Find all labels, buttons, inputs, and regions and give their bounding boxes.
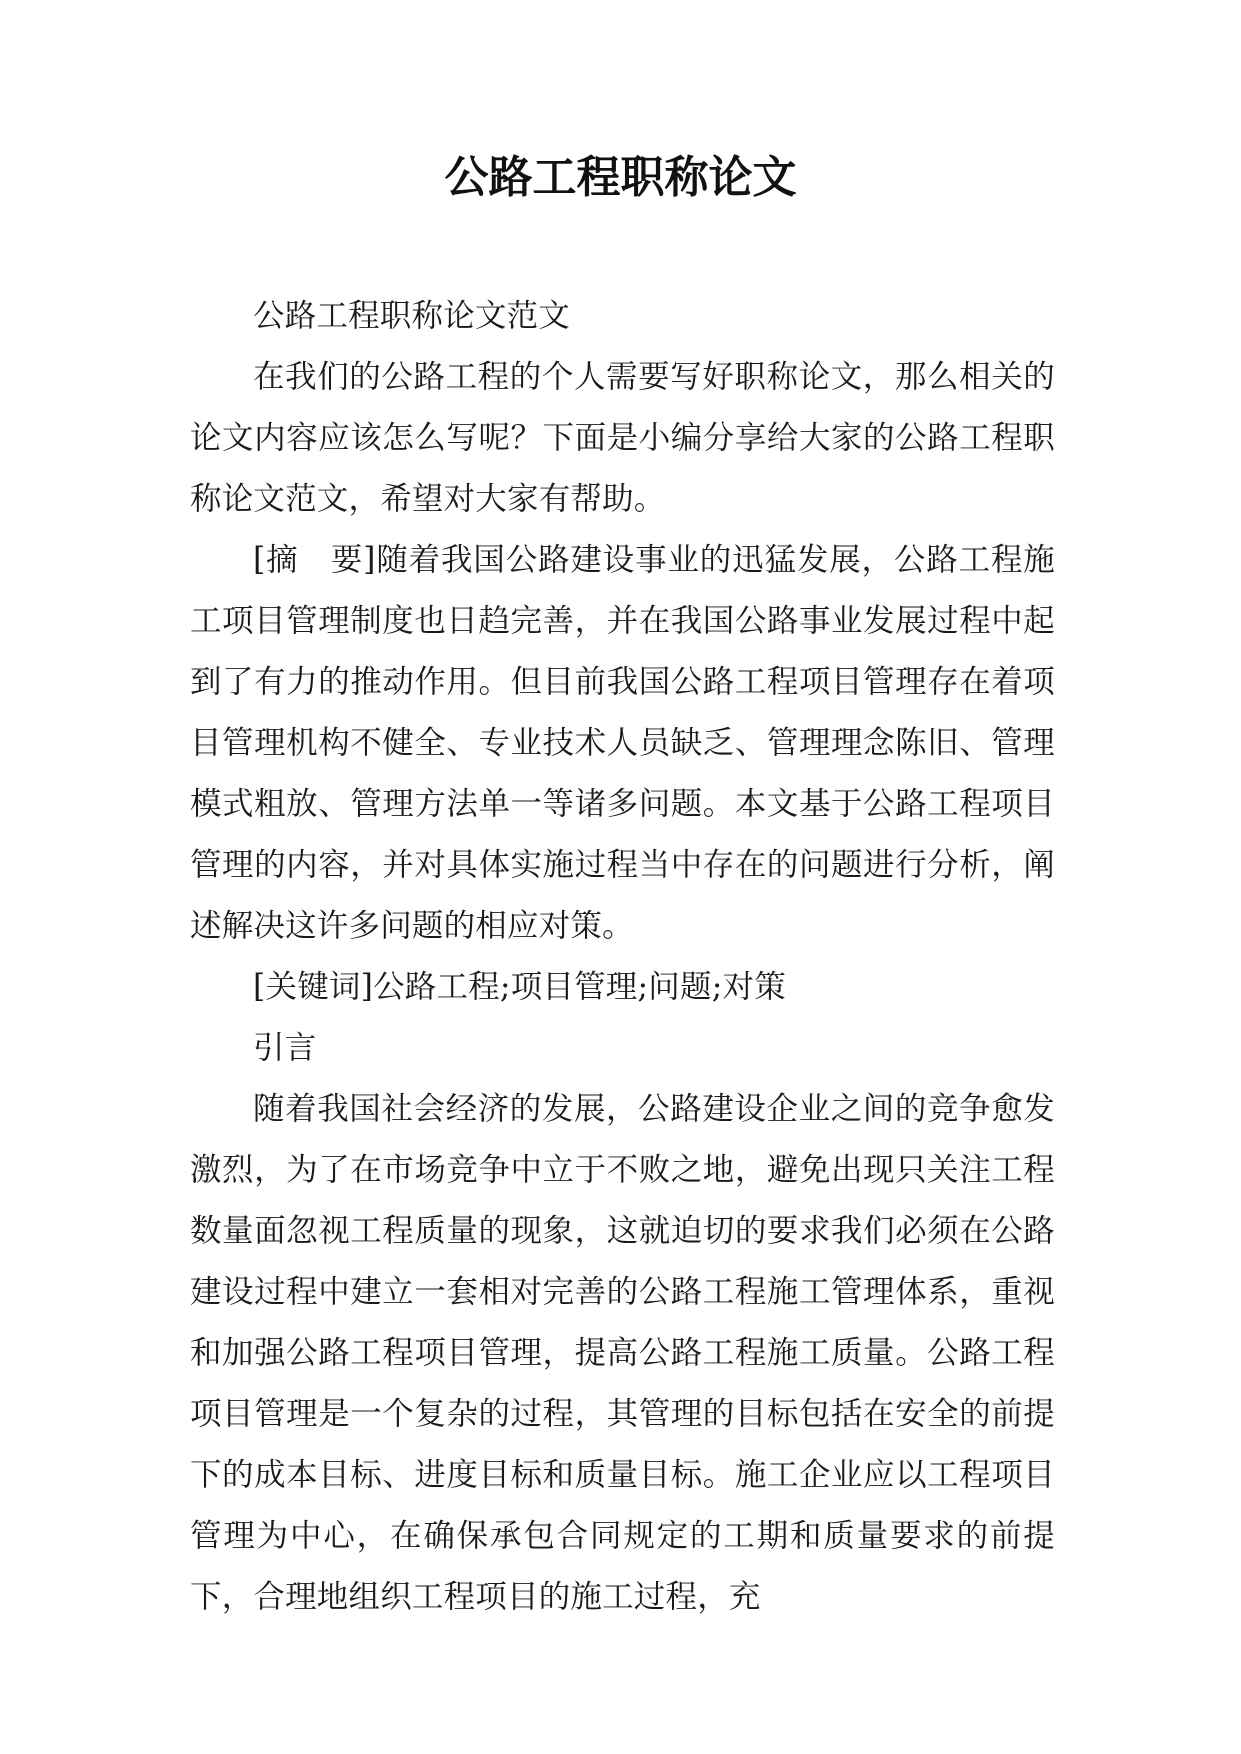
abstract-paragraph: [摘 要]随着我国公路建设事业的迅猛发展，公路工程施工项目管理制度也日趋完善，并在我国公路事业发展过程中起到了有力的推动作用。但目前我国公路工程项目管理存在着项目管理机构不健全、专业技术人员缺乏、管理理念陈旧、管理模式粗放、管理方法单一等诸多问题。本文基于公路工程项目管理的内容，并对具体实施过程当中存在的问题进行分析，阐述解决这许多问题的相应对策。	[190, 542, 1055, 944]
subtitle-paragraph: 公路工程职称论文范文	[253, 298, 571, 334]
section-heading-introduction: 引言	[253, 1030, 317, 1066]
document-title: 公路工程职称论文	[444, 152, 797, 203]
document-body	[190, 286, 1055, 1628]
keywords-paragraph: [关键词]公路工程;项目管理;问题;对策	[253, 969, 786, 1005]
body-paragraph: 随着我国社会经济的发展，公路建设企业之间的竞争愈发激烈，为了在市场竞争中立于不败之地，避免出现只关注工程数量面忽视工程质量的现象，这就迫切的要求我们必须在公路建设过程中建立一套相对完善的公路工程施工管理体系，重视和加强公路工程项目管理，提高公路工程施工质量。公路工程项目管理是一个复杂的过程，其管理的目标包括在安全的前提下的成本目标、进度目标和质量目标。施工企业应以工程项目管理为中心，在确保承包合同规定的工期和质量要求的前提下，合理地组织工程项目的施工过程，充	[190, 1091, 1055, 1615]
intro-paragraph: 在我们的公路工程的个人需要写好职称论文，那么相关的论文内容应该怎么写呢？下面是小编分享给大家的公路工程职称论文范文，希望对大家有帮助。	[190, 359, 1055, 517]
